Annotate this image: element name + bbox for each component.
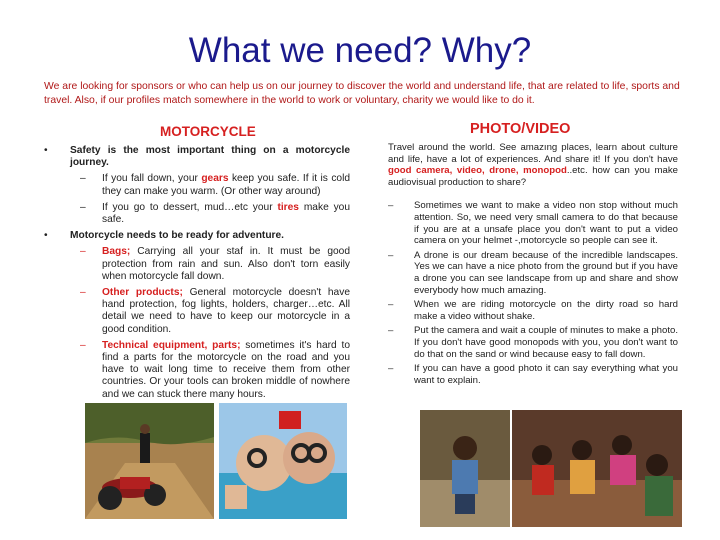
list-item: – If you can have a good photo it can say everything what you want to explain.	[388, 363, 678, 386]
sub-technical-equipment: – Technical equipment, parts; sometimes it's hard to find a parts for the motorcycle on the road and you have to wait long time to receive them from other countries. Or your tools can broken middle of nowhere and we can stuck there many hours.	[80, 339, 350, 400]
bullet-adventure: • Motorcycle needs to be ready for adventure.	[44, 230, 284, 242]
list-item: – A drone is our dream because of the incredible landscapes. Yes we can have a nice photo from the ground but if you have a drone you can see landscape from up and share and show everybody how much amazing.	[388, 249, 678, 296]
slide-title: What we need? Why?	[188, 31, 532, 70]
list-item: – Sometimes we want to make a video non stop without much attention. So, we need very small camera to do that because if you are at a unsafe place you don't want to put a video camera on your helmet -,motorcycle so people can see it.	[388, 200, 678, 247]
people-goggles-photo	[219, 403, 347, 519]
photo-video-heading: PHOTO/VIDEO	[470, 121, 571, 137]
sub-gears: – If you fall down, your gears keep you safe. If it is cold they can make you warm. (Or other way around)	[80, 173, 351, 197]
bullet-marker: •	[44, 145, 48, 156]
child-photo	[420, 410, 510, 527]
sub-tires: – If you go to dessert, mud…etc your tires make you safe.	[80, 201, 350, 226]
intro-paragraph: We are looking for sponsors or who can help us on our journey to discover the world and understand life, that are related to life, sports and travel. Also, if our profiles match somewhere in the world to work or voluntary, charity we would like to do it.	[44, 81, 680, 106]
list-item: – Put the camera and wait a couple of minutes to make a photo. If you don't have good monopods with you, you don't want to do that on the sand or wind because easy to fall down.	[388, 325, 678, 360]
photo-video-section	[388, 142, 678, 389]
bullet-marker: •	[44, 230, 48, 242]
list-item: – When we are riding motorcycle on the dirty road so hard make a video without shake.	[388, 299, 678, 322]
motorcycle-section	[44, 145, 350, 405]
sub-bags: – Bags; Carrying all your staf in. It must be good protection from rain and sun. Also don't torn easily when motorcycle fall down.	[80, 246, 350, 282]
sub-other-products: – Other products; General motorcycle doesn't have hand protection, fog lights, holders, charger…etc. All detail we need to have to keep our motorcycle in a good condition.	[80, 287, 350, 335]
bullet-safety: • Safety is the most important thing on a motorcycle journey.	[44, 145, 350, 169]
family-photo	[512, 410, 682, 527]
motorcycle-photo	[85, 403, 214, 519]
motorcycle-heading: MOTORCYCLE	[160, 124, 256, 139]
photo-video-intro: Travel around the world. See amazıng places, learn about culture and life, have a lot of experiences. And share it! If you don't have good camera, video, drone, monopod..etc. how can you make audiovisual production to share?	[388, 142, 678, 188]
